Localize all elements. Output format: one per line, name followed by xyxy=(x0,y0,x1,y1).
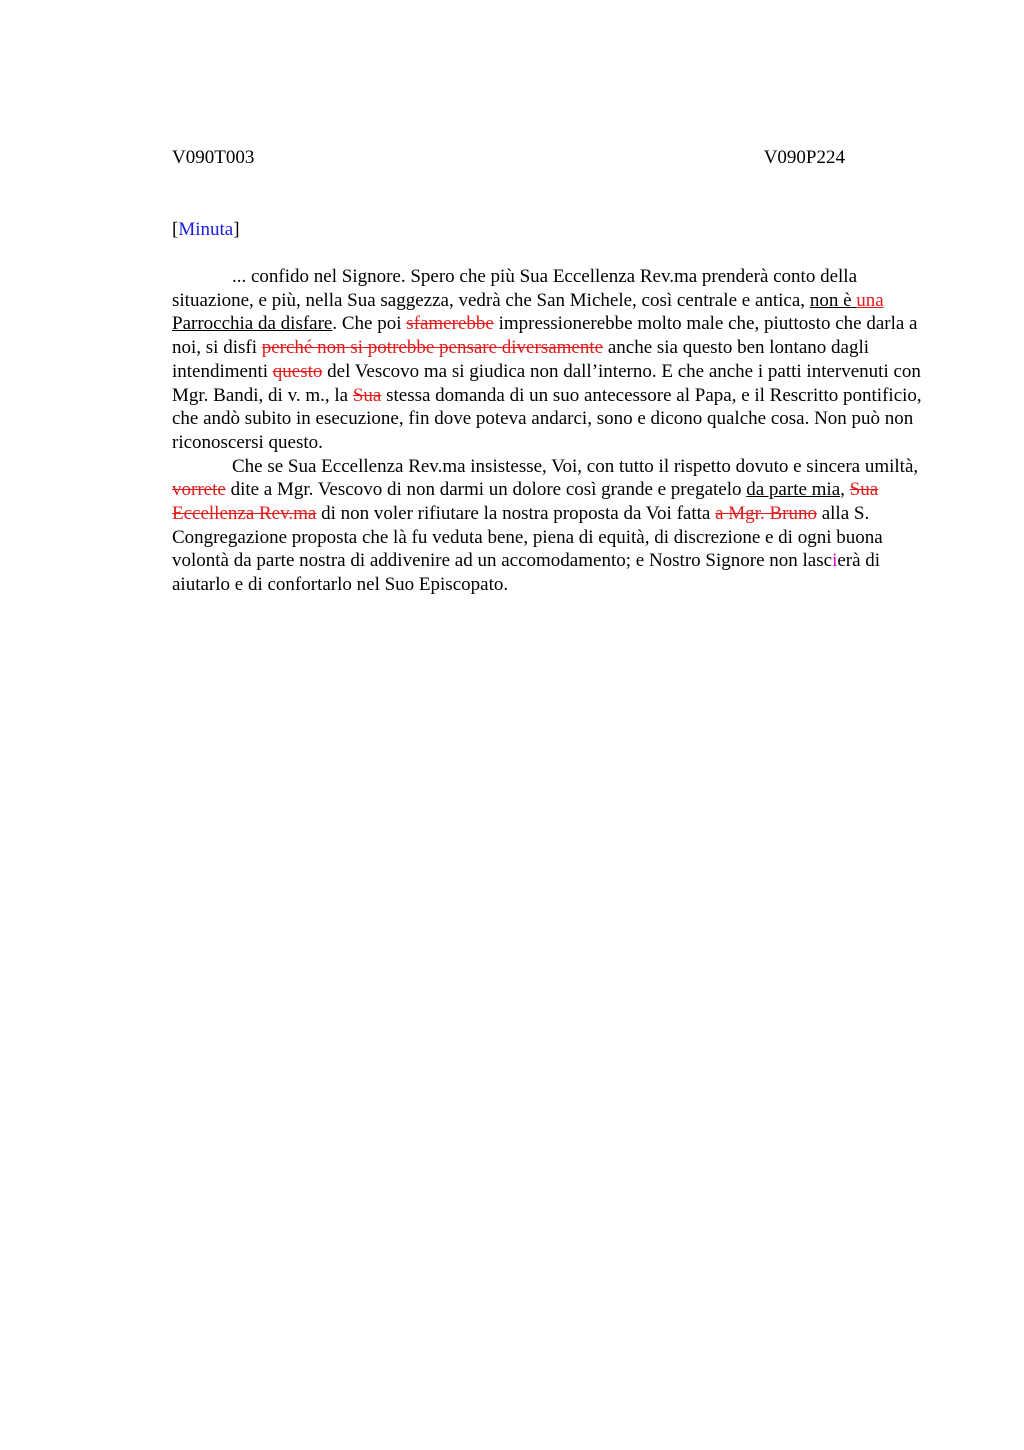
deleted-text: una xyxy=(856,289,884,311)
deleted-text: Sua xyxy=(352,384,382,406)
text-segment: del Vescovo ma si giudica non dall’interno. E che anche i patti intervenuti con Mgr. Bandi, di v. m., la xyxy=(172,360,921,406)
deleted-text: a Mgr. Bruno xyxy=(715,503,817,525)
text-segment: ... confido nel Signore. Spero che più Sua Eccellenza Rev.ma prenderà conto della situazione, e più, nella Sua saggezza, vedrà che San Michele, così centrale e antica, xyxy=(172,266,858,311)
text-segment: erà di aiutarlo e di confortarlo nel Suo Episcopato. xyxy=(172,550,881,596)
text-segment: anche sia questo ben lontano dagli intendimenti xyxy=(172,337,870,382)
paragraph-2 xyxy=(172,455,924,597)
deleted-text: vorrete xyxy=(172,479,226,501)
minuta-close-bracket: ] xyxy=(233,219,240,240)
letter-body xyxy=(172,265,924,597)
text-segment: alla S. Congregazione proposta che là fu veduta bene, piena di equità, di discrezione e di ogni buona volontà da parte nostra di addivenire ad un accomodamento; e Nostro Signore non lasc xyxy=(172,503,883,572)
document-header xyxy=(172,146,845,172)
deleted-text: Sua Eccellenza Rev.ma xyxy=(172,479,879,525)
inserted-text: non è xyxy=(809,289,857,311)
text-segment: . Che poi xyxy=(332,313,407,335)
text-segment: impressionerebbe molto male che, piuttosto che darla a noi, si disfi xyxy=(172,313,918,359)
text-segment: Che se Sua Eccellenza Rev.ma insistesse, Voi, con tutto il rispetto dovuto e sincera umiltà, xyxy=(232,455,919,477)
text-segment: di non voler rifiutare la nostra proposta da Voi fatta xyxy=(316,503,716,525)
minuta-open-bracket: [ xyxy=(172,219,179,240)
paragraph-1 xyxy=(172,265,924,455)
deleted-text: questo xyxy=(272,360,323,382)
text-segment: stessa domanda di un suo antecessore al Papa, e il Rescritto pontificio, che andò subito in esecuzione, fin dove poteva andarci, sono e dicono qualche cosa. Non può non riconoscersi questo. xyxy=(172,384,922,453)
inserted-text: Parrocchia da disfare xyxy=(172,313,333,335)
document-code-left: V090T003 xyxy=(172,147,255,168)
text-segment: , xyxy=(840,479,850,501)
inserted-letter: i xyxy=(832,550,838,572)
minuta-label xyxy=(172,218,240,242)
document-code-right: V090P224 xyxy=(763,147,845,168)
deleted-text: sfamerebbe xyxy=(406,313,494,335)
inserted-text: da parte mia xyxy=(746,479,841,501)
minuta-text: Minuta xyxy=(178,219,234,240)
text-segment: dite a Mgr. Vescovo di non darmi un dolore così grande e pregatelo xyxy=(225,479,747,501)
deleted-text: perché non si potrebbe pensare diversamente xyxy=(261,337,604,359)
